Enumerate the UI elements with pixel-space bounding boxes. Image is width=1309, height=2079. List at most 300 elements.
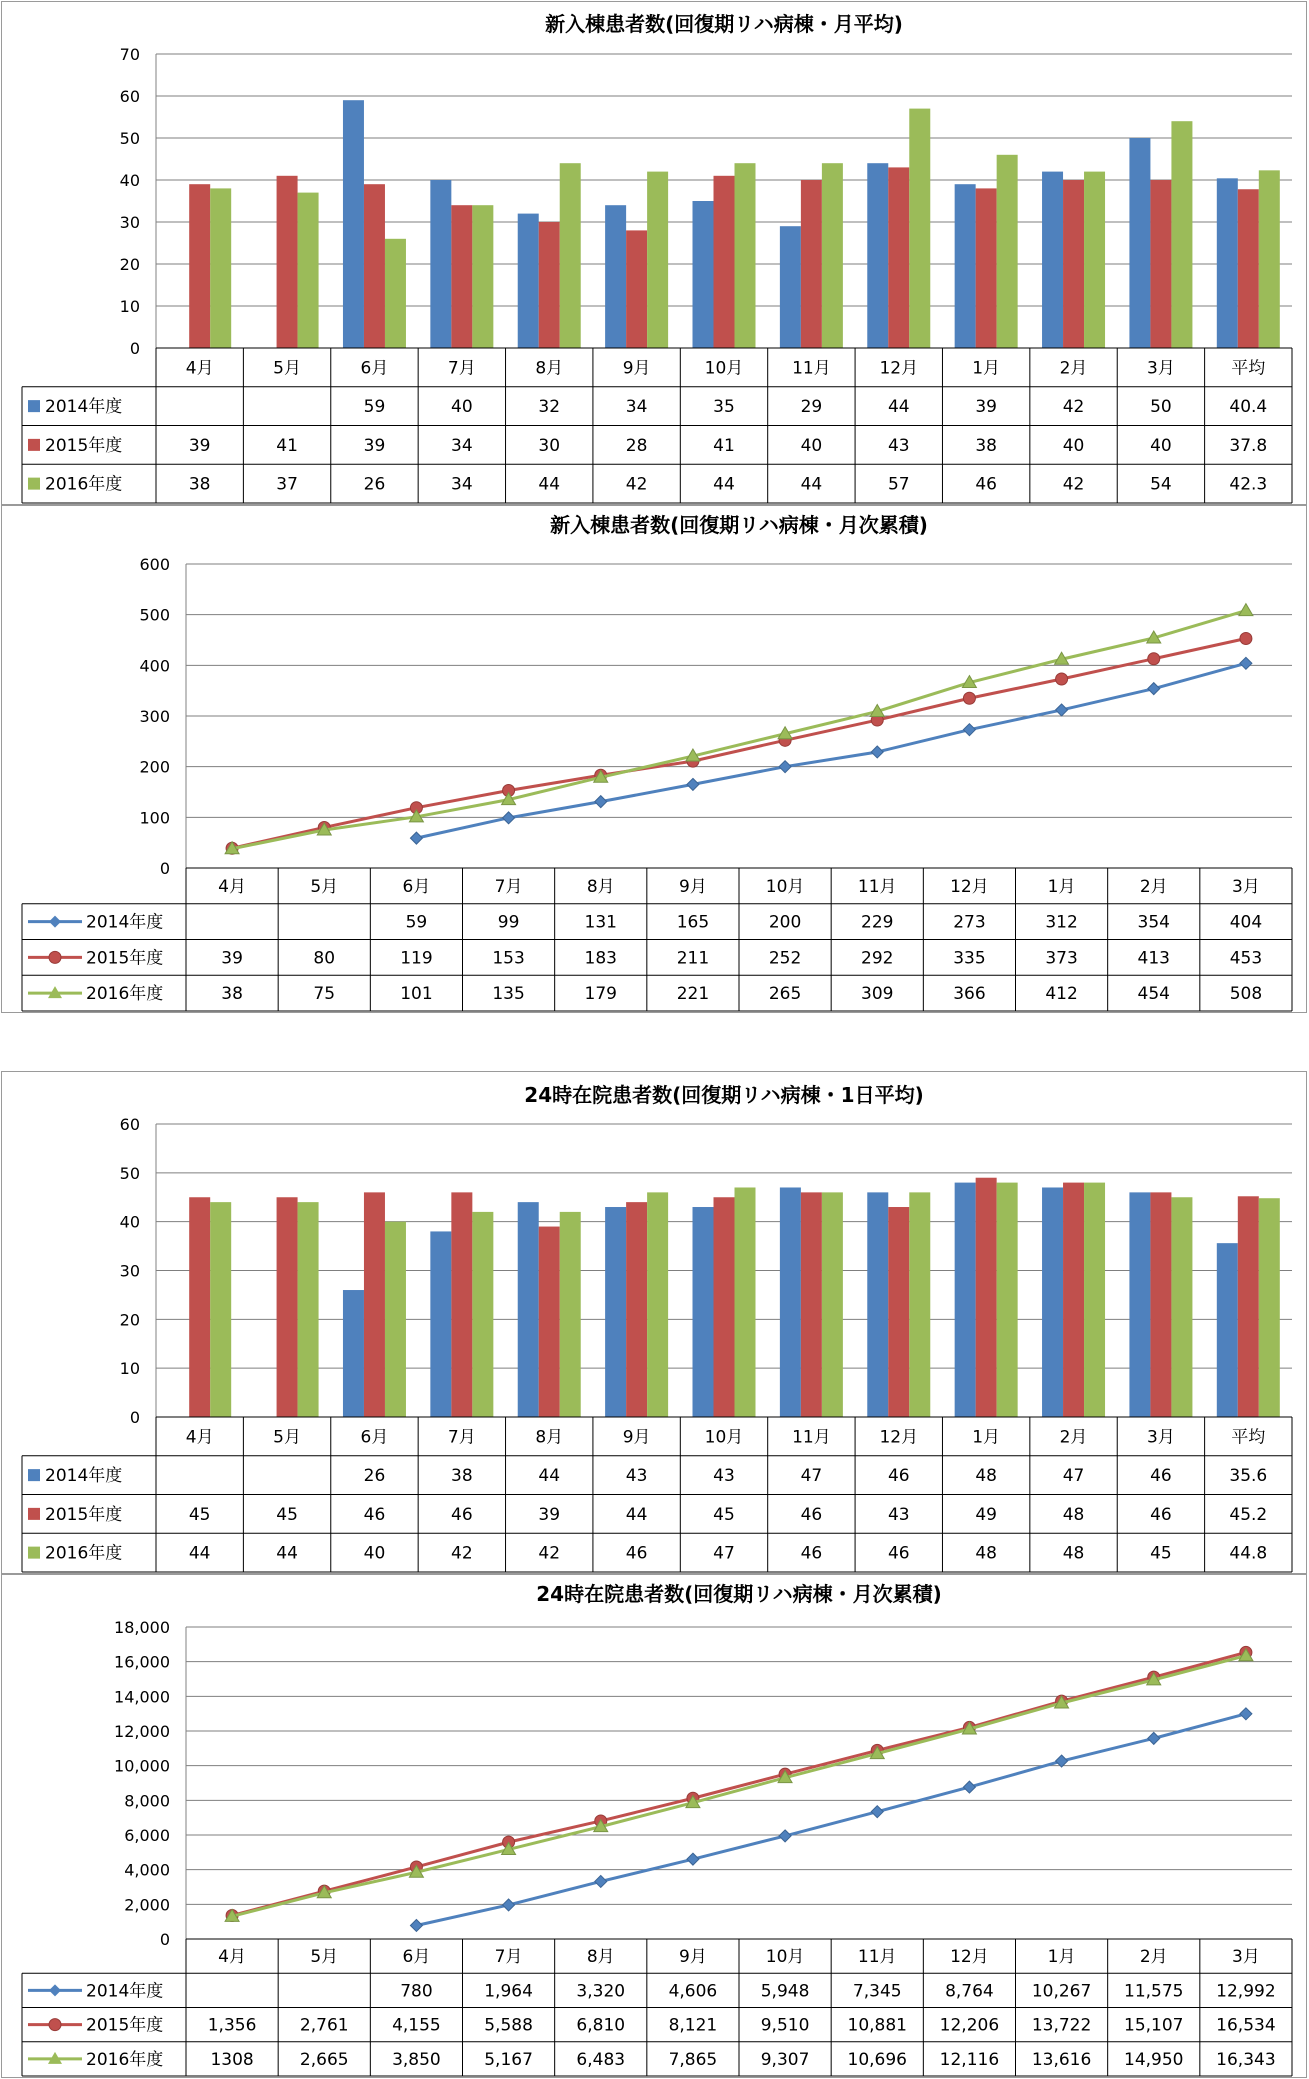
c1-point-s1-c11 xyxy=(1240,632,1252,644)
c2-value-s0-c11: 46 xyxy=(1150,1466,1172,1487)
c0-bar-s2-c7 xyxy=(822,163,843,348)
c0-bar-s0-c10 xyxy=(1042,172,1063,348)
chart1-svg xyxy=(2,506,1306,1012)
c0-value-s2-c4: 44 xyxy=(538,474,561,495)
c0-bar-s1-c5 xyxy=(626,230,647,348)
c1-xtick-4: 8月 xyxy=(586,876,615,897)
c2-value-s0-c8: 46 xyxy=(887,1466,910,1487)
c1-ytick-3: 300 xyxy=(139,707,170,726)
c1-value-s1-c6: 252 xyxy=(768,948,802,969)
c2-value-s1-c3: 46 xyxy=(451,1504,473,1525)
c0-value-s0-c2: 59 xyxy=(363,397,386,418)
c2-title: 24時在院患者数(回復期リハ病棟・1日平均) xyxy=(524,1083,924,1107)
c0-value-s0-c5: 34 xyxy=(625,397,648,418)
c1-ytick-4: 400 xyxy=(139,656,170,676)
c1-point-s0-c9 xyxy=(1056,704,1068,716)
c0-value-s2-c10: 42 xyxy=(1062,474,1085,495)
c0-value-s1-c11: 40 xyxy=(1150,435,1172,456)
c2-bar-s0-c4 xyxy=(518,1202,539,1417)
c2-bar-s1-c10 xyxy=(1063,1183,1084,1417)
c3-value-s1-c1: 2,761 xyxy=(299,2015,349,2036)
c0-value-s1-c0: 39 xyxy=(188,435,211,456)
chart-inpatients-daily-avg xyxy=(1,1071,1307,1574)
c1-legend-label-0: 2014年度 xyxy=(86,912,164,933)
c2-bar-s2-c12 xyxy=(1259,1198,1280,1417)
c0-xtick-12: 平均 xyxy=(1231,358,1266,379)
c1-value-s2-c9: 412 xyxy=(1045,984,1078,1005)
c1-xtick-9: 1月 xyxy=(1047,876,1076,897)
c2-xtick-12: 平均 xyxy=(1231,1427,1266,1448)
c2-bar-s1-c0 xyxy=(189,1197,210,1417)
c2-legend-label-2: 2016年度 xyxy=(45,1543,123,1564)
c0-ytick-6: 60 xyxy=(119,87,140,106)
c2-bar-s0-c8 xyxy=(867,1192,888,1417)
c2-ytick-6: 60 xyxy=(119,1115,140,1134)
c2-value-s1-c9: 49 xyxy=(975,1504,997,1525)
c2-value-s2-c8: 46 xyxy=(887,1543,910,1564)
c2-value-s2-c6: 47 xyxy=(713,1543,735,1564)
c1-value-s2-c10: 454 xyxy=(1137,984,1170,1005)
c0-bar-s2-c1 xyxy=(298,193,319,348)
c3-value-s1-c10: 15,107 xyxy=(1124,2015,1184,2036)
c3-value-s2-c3: 5,167 xyxy=(484,2049,533,2070)
c1-value-s0-c10: 354 xyxy=(1137,912,1170,933)
c2-bar-s1-c3 xyxy=(451,1192,472,1417)
c0-value-s2-c7: 44 xyxy=(800,474,823,495)
c1-value-s0-c8: 273 xyxy=(953,912,986,933)
c0-value-s2-c2: 26 xyxy=(363,474,386,495)
c3-value-s1-c2: 4,155 xyxy=(392,2015,441,2036)
c2-xtick-11: 3月 xyxy=(1147,1427,1175,1448)
c2-value-s0-c7: 47 xyxy=(800,1466,823,1487)
c3-value-s0-c11: 12,992 xyxy=(1216,1981,1276,2002)
c0-bar-s1-c10 xyxy=(1063,180,1084,348)
c1-point-s1-c10 xyxy=(1148,653,1160,665)
c3-ytick-8: 16,000 xyxy=(114,1652,170,1672)
c2-bar-s0-c9 xyxy=(955,1183,976,1417)
c3-value-s2-c7: 10,696 xyxy=(847,2049,907,2070)
c2-value-s0-c4: 44 xyxy=(538,1466,561,1487)
c0-value-s0-c11: 50 xyxy=(1150,397,1172,418)
c0-bar-s0-c8 xyxy=(867,163,888,348)
c2-xtick-10: 2月 xyxy=(1059,1427,1088,1448)
c2-legend-key-1 xyxy=(28,1508,40,1520)
c2-value-s1-c8: 43 xyxy=(887,1504,910,1525)
c2-bar-s1-c5 xyxy=(626,1202,647,1417)
c1-point-s1-c8 xyxy=(963,692,975,704)
c2-value-s2-c12: 44.8 xyxy=(1229,1543,1268,1564)
c3-value-s0-c6: 5,948 xyxy=(760,1981,810,2002)
c2-bar-s2-c11 xyxy=(1171,1197,1192,1417)
c0-value-s0-c12: 40.4 xyxy=(1229,397,1268,418)
c2-bar-s2-c10 xyxy=(1084,1183,1105,1417)
c2-bar-s1-c9 xyxy=(976,1178,997,1417)
c3-ytick-2: 4,000 xyxy=(124,1860,170,1880)
c3-point-s0-c5 xyxy=(687,1853,699,1865)
c0-value-s2-c0: 38 xyxy=(188,474,211,495)
c2-xtick-4: 8月 xyxy=(535,1427,564,1448)
c3-xtick-1: 5月 xyxy=(310,1947,339,1968)
c3-value-s1-c6: 9,510 xyxy=(760,2015,810,2036)
c0-bar-s0-c12 xyxy=(1217,178,1238,348)
c3-ytick-7: 14,000 xyxy=(114,1687,170,1707)
c3-value-s2-c4: 6,483 xyxy=(576,2049,626,2070)
c0-value-s1-c10: 40 xyxy=(1062,435,1085,456)
c0-xtick-9: 1月 xyxy=(972,358,1001,379)
c1-point-s1-c9 xyxy=(1056,673,1068,685)
c2-value-s0-c5: 43 xyxy=(625,1466,648,1487)
c1-line-s2 xyxy=(232,611,1246,849)
c1-point-s0-c3 xyxy=(503,812,515,824)
c0-bar-s0-c5 xyxy=(605,205,626,348)
c1-ytick-1: 100 xyxy=(139,808,170,828)
c0-bar-s1-c12 xyxy=(1238,189,1259,348)
c2-value-s2-c4: 42 xyxy=(538,1543,561,1564)
c0-value-s2-c9: 46 xyxy=(975,474,997,495)
chart3-svg xyxy=(2,1575,1306,2077)
c2-xtick-8: 12月 xyxy=(879,1427,919,1448)
c2-value-s1-c1: 45 xyxy=(276,1504,298,1525)
c2-value-s2-c7: 46 xyxy=(800,1543,823,1564)
c3-value-s2-c10: 14,950 xyxy=(1124,2049,1184,2070)
c0-bar-s2-c5 xyxy=(647,172,668,348)
c0-xtick-7: 11月 xyxy=(792,358,831,379)
c0-value-s1-c12: 37.8 xyxy=(1229,435,1268,456)
c2-bar-s2-c4 xyxy=(560,1212,581,1417)
c0-bar-s0-c4 xyxy=(518,214,539,348)
c3-value-s2-c2: 3,850 xyxy=(392,2049,441,2070)
chart0-svg xyxy=(2,2,1306,504)
c0-bar-s2-c0 xyxy=(210,188,231,348)
c0-xtick-0: 4月 xyxy=(185,358,214,379)
c2-bar-s1-c2 xyxy=(364,1192,385,1417)
c3-legend-label-1: 2015年度 xyxy=(86,2015,164,2036)
c0-bar-s1-c6 xyxy=(714,176,735,348)
c1-value-s1-c1: 80 xyxy=(313,948,336,969)
c2-legend-label-0: 2014年度 xyxy=(45,1466,123,1487)
c0-ytick-5: 50 xyxy=(119,129,140,148)
c1-ytick-2: 200 xyxy=(139,757,170,777)
c3-value-s2-c5: 7,865 xyxy=(668,2049,718,2070)
c1-value-s2-c4: 179 xyxy=(584,984,617,1005)
c0-xtick-4: 8月 xyxy=(535,358,564,379)
c1-legend-label-2: 2016年度 xyxy=(86,984,164,1005)
c3-value-s0-c8: 8,764 xyxy=(945,1981,994,2002)
c1-xtick-11: 3月 xyxy=(1232,876,1260,897)
c0-xtick-10: 2月 xyxy=(1059,358,1088,379)
c3-value-s0-c7: 7,345 xyxy=(852,1981,902,2002)
c2-bar-s0-c10 xyxy=(1042,1187,1063,1417)
c1-value-s1-c5: 211 xyxy=(676,948,710,969)
c3-xtick-11: 3月 xyxy=(1232,1947,1260,1968)
c1-point-s0-c8 xyxy=(963,724,975,736)
c0-ytick-3: 30 xyxy=(119,213,140,232)
c2-bar-s1-c6 xyxy=(714,1197,735,1417)
c2-value-s2-c11: 45 xyxy=(1150,1543,1172,1564)
c2-bar-s0-c11 xyxy=(1129,1192,1150,1417)
c1-value-s2-c5: 221 xyxy=(676,984,710,1005)
c0-value-s1-c7: 40 xyxy=(800,435,823,456)
c3-ytick-0: 0 xyxy=(159,1930,170,1949)
c3-value-s1-c9: 13,722 xyxy=(1031,2015,1092,2036)
c1-value-s2-c7: 309 xyxy=(861,984,894,1005)
c0-bar-s1-c8 xyxy=(888,167,909,348)
c3-value-s0-c9: 10,267 xyxy=(1031,1981,1092,2002)
c0-value-s1-c2: 39 xyxy=(363,435,386,456)
c3-value-s0-c3: 1,964 xyxy=(484,1981,533,2002)
c0-bar-s1-c9 xyxy=(976,188,997,348)
c0-xtick-1: 5月 xyxy=(273,358,301,379)
c1-legend-label-1: 2015年度 xyxy=(86,948,164,969)
c2-bar-s0-c5 xyxy=(605,1207,626,1417)
c2-bar-s2-c2 xyxy=(385,1222,406,1417)
c3-ytick-3: 6,000 xyxy=(124,1826,170,1845)
c0-bar-s1-c3 xyxy=(451,205,472,348)
c3-legend-marker-1 xyxy=(49,2019,61,2031)
c0-value-s2-c11: 54 xyxy=(1150,474,1172,495)
c0-bar-s2-c8 xyxy=(909,109,930,348)
c0-xtick-6: 10月 xyxy=(704,358,744,379)
c2-bar-s1-c7 xyxy=(801,1192,822,1417)
c0-bar-s2-c4 xyxy=(560,163,581,348)
c3-value-s2-c6: 9,307 xyxy=(760,2049,810,2070)
c2-bar-s1-c4 xyxy=(539,1227,560,1417)
c2-ytick-4: 40 xyxy=(119,1212,140,1232)
c3-value-s0-c5: 4,606 xyxy=(668,1981,718,2002)
c0-bar-s2-c11 xyxy=(1171,121,1192,348)
c3-point-s0-c7 xyxy=(871,1806,883,1818)
c3-value-s1-c8: 12,206 xyxy=(939,2015,1000,2036)
c1-point-s0-c2 xyxy=(410,832,422,844)
c0-bar-s0-c7 xyxy=(780,226,801,348)
c2-ytick-1: 10 xyxy=(119,1359,140,1379)
c2-ytick-2: 20 xyxy=(119,1310,140,1330)
c2-value-s2-c0: 44 xyxy=(188,1543,211,1564)
c2-value-s0-c12: 35.6 xyxy=(1229,1466,1268,1487)
c1-value-s2-c3: 135 xyxy=(492,984,525,1005)
c3-xtick-10: 2月 xyxy=(1139,1947,1168,1968)
c0-value-s2-c8: 57 xyxy=(887,474,910,495)
c0-legend-key-1 xyxy=(28,439,40,451)
c2-bar-s1-c1 xyxy=(277,1197,298,1417)
c3-xtick-5: 9月 xyxy=(679,1947,707,1968)
c1-value-s2-c6: 265 xyxy=(768,984,802,1005)
chart2-svg xyxy=(2,1072,1306,1573)
c3-value-s2-c8: 12,116 xyxy=(939,2049,1000,2070)
c1-value-s0-c11: 404 xyxy=(1229,912,1263,933)
c3-value-s1-c0: 1,356 xyxy=(207,2015,257,2036)
c3-ytick-4: 8,000 xyxy=(124,1791,170,1811)
c0-ytick-7: 70 xyxy=(119,45,140,64)
c3-value-s2-c9: 13,616 xyxy=(1031,2049,1092,2070)
c2-value-s1-c12: 45.2 xyxy=(1229,1504,1268,1525)
c0-value-s2-c6: 44 xyxy=(713,474,735,495)
c1-value-s2-c1: 75 xyxy=(313,984,336,1005)
c3-point-s0-c11 xyxy=(1240,1708,1252,1720)
c2-xtick-0: 4月 xyxy=(185,1427,214,1448)
c1-point-s0-c6 xyxy=(779,761,791,773)
c3-point-s0-c2 xyxy=(410,1919,422,1931)
c2-value-s1-c2: 46 xyxy=(363,1504,386,1525)
c3-ytick-9: 18,000 xyxy=(114,1618,170,1637)
c0-value-s0-c8: 44 xyxy=(887,397,910,418)
c1-ytick-0: 0 xyxy=(159,859,170,878)
c1-value-s1-c0: 39 xyxy=(221,948,243,969)
c2-xtick-1: 5月 xyxy=(273,1427,301,1448)
c2-xtick-6: 10月 xyxy=(704,1427,744,1448)
c0-bar-s1-c11 xyxy=(1150,180,1171,348)
c1-value-s1-c7: 292 xyxy=(861,948,894,969)
c3-legend-label-2: 2016年度 xyxy=(86,2049,164,2070)
c0-value-s2-c3: 34 xyxy=(451,474,473,495)
c0-bar-s0-c6 xyxy=(693,201,714,348)
c2-bar-s1-c8 xyxy=(888,1207,909,1417)
c0-value-s2-c1: 37 xyxy=(276,474,298,495)
c0-value-s1-c5: 28 xyxy=(625,435,648,456)
c1-value-s2-c8: 366 xyxy=(953,984,986,1005)
c1-value-s1-c8: 335 xyxy=(953,948,986,969)
c2-legend-key-2 xyxy=(28,1547,40,1559)
c2-value-s1-c7: 46 xyxy=(800,1504,823,1525)
c2-bar-s2-c3 xyxy=(472,1212,493,1417)
c1-xtick-10: 2月 xyxy=(1139,876,1168,897)
c1-value-s0-c9: 312 xyxy=(1045,912,1078,933)
c3-ytick-6: 12,000 xyxy=(114,1722,170,1741)
c2-xtick-5: 9月 xyxy=(622,1427,651,1448)
c3-value-s2-c0: 1308 xyxy=(210,2049,254,2070)
c0-xtick-5: 9月 xyxy=(622,358,651,379)
c0-legend-label-2: 2016年度 xyxy=(45,474,123,495)
c3-legend-label-0: 2014年度 xyxy=(86,1981,164,2002)
c3-xtick-0: 4月 xyxy=(218,1947,246,1968)
c2-value-s1-c0: 45 xyxy=(188,1504,211,1525)
c2-bar-s0-c3 xyxy=(430,1231,451,1417)
c0-value-s0-c7: 29 xyxy=(800,397,823,418)
c0-value-s0-c3: 40 xyxy=(451,397,473,418)
c0-bar-s1-c0 xyxy=(189,184,210,348)
c0-bar-s1-c4 xyxy=(539,222,560,348)
c1-xtick-8: 12月 xyxy=(950,876,989,897)
c0-ytick-1: 10 xyxy=(119,297,140,316)
c3-xtick-7: 11月 xyxy=(857,1947,897,1968)
c0-value-s1-c3: 34 xyxy=(451,435,473,456)
c3-xtick-8: 12月 xyxy=(950,1947,989,1968)
c0-value-s2-c12: 42.3 xyxy=(1229,474,1268,495)
c2-value-s2-c2: 40 xyxy=(363,1543,386,1564)
c0-bar-s1-c2 xyxy=(364,184,385,348)
c2-bar-s1-c11 xyxy=(1150,1192,1171,1417)
c1-legend-marker-0 xyxy=(49,916,61,928)
c2-value-s0-c9: 48 xyxy=(975,1466,997,1487)
c0-value-s1-c6: 41 xyxy=(713,435,735,456)
c2-bar-s2-c9 xyxy=(997,1183,1018,1417)
c0-ytick-4: 40 xyxy=(119,171,140,190)
c3-point-s0-c4 xyxy=(595,1875,607,1887)
c1-point-s0-c4 xyxy=(595,796,607,808)
c2-ytick-5: 50 xyxy=(119,1163,140,1183)
c3-value-s1-c7: 10,881 xyxy=(847,2015,907,2036)
c1-value-s1-c2: 119 xyxy=(400,948,433,969)
c2-bar-s2-c0 xyxy=(210,1202,231,1417)
c2-bar-s0-c2 xyxy=(343,1290,364,1417)
c1-value-s0-c2: 59 xyxy=(405,912,428,933)
c3-title: 24時在院患者数(回復期リハ病棟・月次累積) xyxy=(536,1582,942,1606)
chart-new-admissions-cumulative xyxy=(1,505,1307,1013)
c2-xtick-2: 6月 xyxy=(360,1427,389,1448)
c1-value-s0-c5: 165 xyxy=(676,912,710,933)
c2-bar-s2-c1 xyxy=(298,1202,319,1417)
c2-value-s2-c3: 42 xyxy=(451,1543,473,1564)
c2-legend-label-1: 2015年度 xyxy=(45,1504,123,1525)
chart-inpatients-cumulative xyxy=(1,1574,1307,2078)
c3-line-s1 xyxy=(232,1652,1246,1915)
c2-value-s1-c10: 48 xyxy=(1062,1504,1085,1525)
c3-value-s0-c4: 3,320 xyxy=(576,1981,626,2002)
c1-value-s1-c11: 453 xyxy=(1229,948,1263,969)
c2-bar-s2-c6 xyxy=(735,1187,756,1417)
c0-bar-s0-c2 xyxy=(343,100,364,348)
c0-ytick-2: 20 xyxy=(119,255,140,274)
c0-value-s1-c8: 43 xyxy=(887,435,910,456)
c1-point-s0-c5 xyxy=(687,778,699,790)
c2-value-s1-c11: 46 xyxy=(1150,1504,1172,1525)
c3-point-s0-c6 xyxy=(779,1830,791,1842)
c1-point-s0-c7 xyxy=(871,746,883,758)
c0-title: 新入棟患者数(回復期リハ病棟・月平均) xyxy=(545,12,903,36)
c2-value-s1-c5: 44 xyxy=(625,1504,648,1525)
c0-value-s1-c9: 38 xyxy=(975,435,997,456)
c3-point-s0-c10 xyxy=(1148,1732,1160,1744)
c1-title: 新入棟患者数(回復期リハ病棟・月次累積) xyxy=(550,513,928,537)
c2-xtick-9: 1月 xyxy=(972,1427,1001,1448)
c1-point-s0-c11 xyxy=(1240,657,1252,669)
c1-point-s2-c11 xyxy=(1239,604,1253,616)
c3-value-s2-c1: 2,665 xyxy=(299,2049,349,2070)
c1-value-s1-c10: 413 xyxy=(1137,948,1170,969)
c1-value-s0-c4: 131 xyxy=(584,912,617,933)
c0-xtick-11: 3月 xyxy=(1147,358,1175,379)
c0-ytick-0: 0 xyxy=(129,339,140,358)
c1-xtick-2: 6月 xyxy=(402,876,431,897)
c2-value-s0-c2: 26 xyxy=(363,1466,386,1487)
c2-value-s1-c4: 39 xyxy=(538,1504,561,1525)
c2-value-s2-c1: 44 xyxy=(276,1543,298,1564)
c0-legend-label-1: 2015年度 xyxy=(45,435,123,456)
c2-value-s2-c5: 46 xyxy=(625,1543,648,1564)
c2-xtick-3: 7月 xyxy=(447,1427,476,1448)
c0-xtick-2: 6月 xyxy=(360,358,389,379)
c2-value-s2-c9: 48 xyxy=(975,1543,997,1564)
c0-bar-s2-c10 xyxy=(1084,172,1105,348)
c1-xtick-5: 9月 xyxy=(679,876,707,897)
c1-value-s1-c4: 183 xyxy=(584,948,617,969)
c2-value-s0-c3: 38 xyxy=(451,1466,473,1487)
c1-ytick-5: 500 xyxy=(139,605,170,625)
c2-value-s0-c6: 43 xyxy=(713,1466,735,1487)
c1-value-s2-c0: 38 xyxy=(221,984,243,1005)
c3-value-s0-c10: 11,575 xyxy=(1124,1981,1184,2002)
c1-legend-marker-1 xyxy=(49,951,61,963)
c0-bar-s0-c9 xyxy=(955,184,976,348)
c3-point-s0-c8 xyxy=(963,1781,975,1793)
c1-value-s2-c2: 101 xyxy=(400,984,433,1005)
c2-bar-s2-c5 xyxy=(647,1192,668,1417)
c0-bar-s2-c2 xyxy=(385,239,406,348)
c0-legend-label-0: 2014年度 xyxy=(45,397,123,418)
c3-point-s0-c3 xyxy=(503,1899,515,1911)
c2-xtick-7: 11月 xyxy=(792,1427,831,1448)
c1-xtick-1: 5月 xyxy=(310,876,339,897)
